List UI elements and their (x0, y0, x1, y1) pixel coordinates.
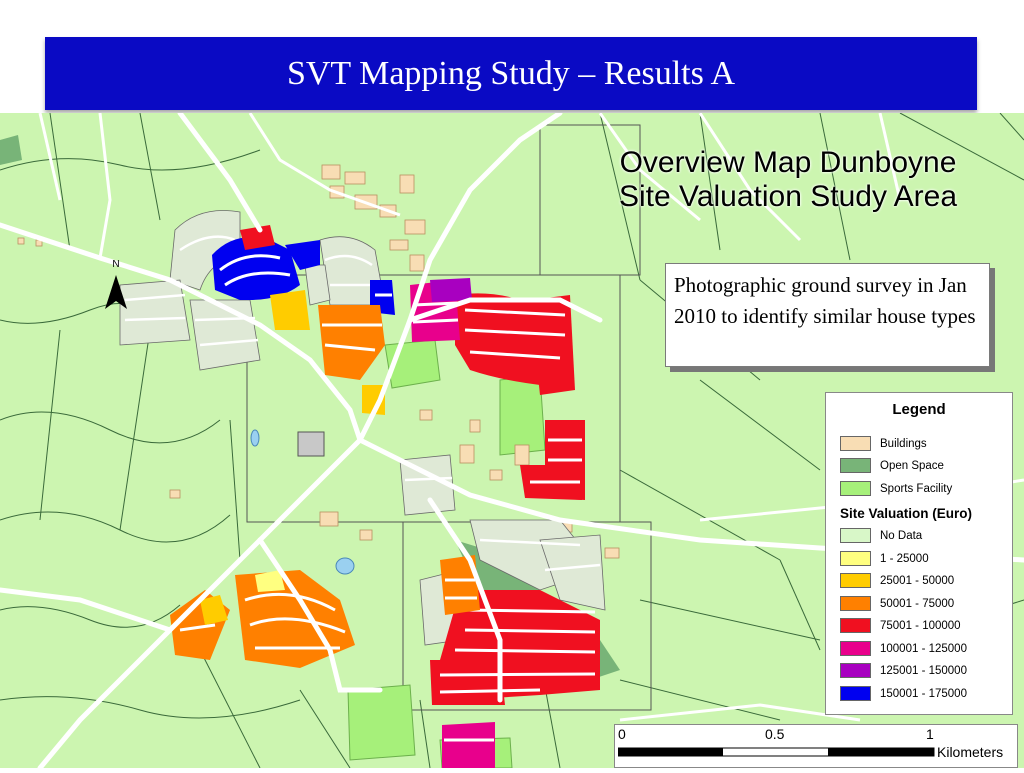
legend-item-125001-150000 (840, 662, 967, 679)
legend-item-1-25000 (840, 550, 929, 567)
legend-label: 100001 - 125000 (880, 642, 967, 655)
map-title-line2: Site Valuation Study Area (619, 180, 957, 213)
legend-swatch (840, 618, 871, 633)
legend-item-buildings (840, 435, 927, 452)
legend-swatch (840, 596, 871, 611)
legend-swatch (840, 458, 871, 473)
scale-bar (614, 724, 1018, 768)
legend-label: 50001 - 75000 (880, 597, 955, 610)
scale-tick-0-5: 0.5 (765, 726, 785, 742)
legend-item-sports-facility (840, 480, 952, 497)
title-bar (45, 37, 977, 110)
legend-label: 75001 - 100000 (880, 619, 961, 632)
legend-swatch (840, 641, 871, 656)
legend-valuation-title: Site Valuation (Euro) (840, 506, 973, 521)
scale-tick-1: 1 (926, 726, 934, 742)
scale-tick-0: 0 (618, 726, 626, 742)
legend-item-100001-125000 (840, 640, 967, 657)
legend-item-no-data (840, 527, 922, 544)
legend-label: 150001 - 175000 (880, 687, 967, 700)
north-arrow (103, 259, 129, 311)
legend-swatch (840, 686, 871, 701)
legend-item-50001-75000 (840, 595, 954, 612)
legend-label: 25001 - 50000 (880, 574, 955, 587)
community-building (298, 432, 324, 456)
legend-swatch (840, 481, 871, 496)
scale-unit: Kilometers (937, 744, 1004, 760)
legend-swatch (840, 573, 871, 588)
legend-item-75001-100000 (840, 617, 961, 634)
legend-swatch (840, 551, 871, 566)
legend-label: 1 - 25000 (880, 552, 929, 565)
legend-label: Open Space (880, 459, 944, 472)
legend-swatch (840, 436, 871, 451)
legend-item-open-space (840, 457, 944, 474)
legend-label: No Data (880, 529, 923, 542)
legend (825, 392, 1013, 715)
legend-label: Sports Facility (880, 482, 953, 495)
scale-bar-graphic (618, 747, 938, 759)
survey-note: Photographic ground survey in Jan 2010 to identify similar house types (665, 263, 990, 367)
legend-item-25001-50000 (840, 572, 954, 589)
slide-title: SVT Mapping Study – Results A (286, 54, 736, 92)
map-title-line1: Overview Map Dunboyne (619, 146, 957, 179)
valuation-125001-150000 (430, 278, 472, 302)
legend-swatch (840, 663, 871, 678)
north-label: N (112, 259, 120, 270)
north-arrow-icon (103, 271, 129, 311)
legend-label: Buildings (880, 437, 927, 450)
map-title (588, 146, 988, 214)
legend-title: Legend (892, 401, 946, 418)
legend-swatch (840, 528, 871, 543)
legend-item-150001-175000 (840, 685, 967, 702)
legend-label: 125001 - 150000 (880, 664, 967, 677)
